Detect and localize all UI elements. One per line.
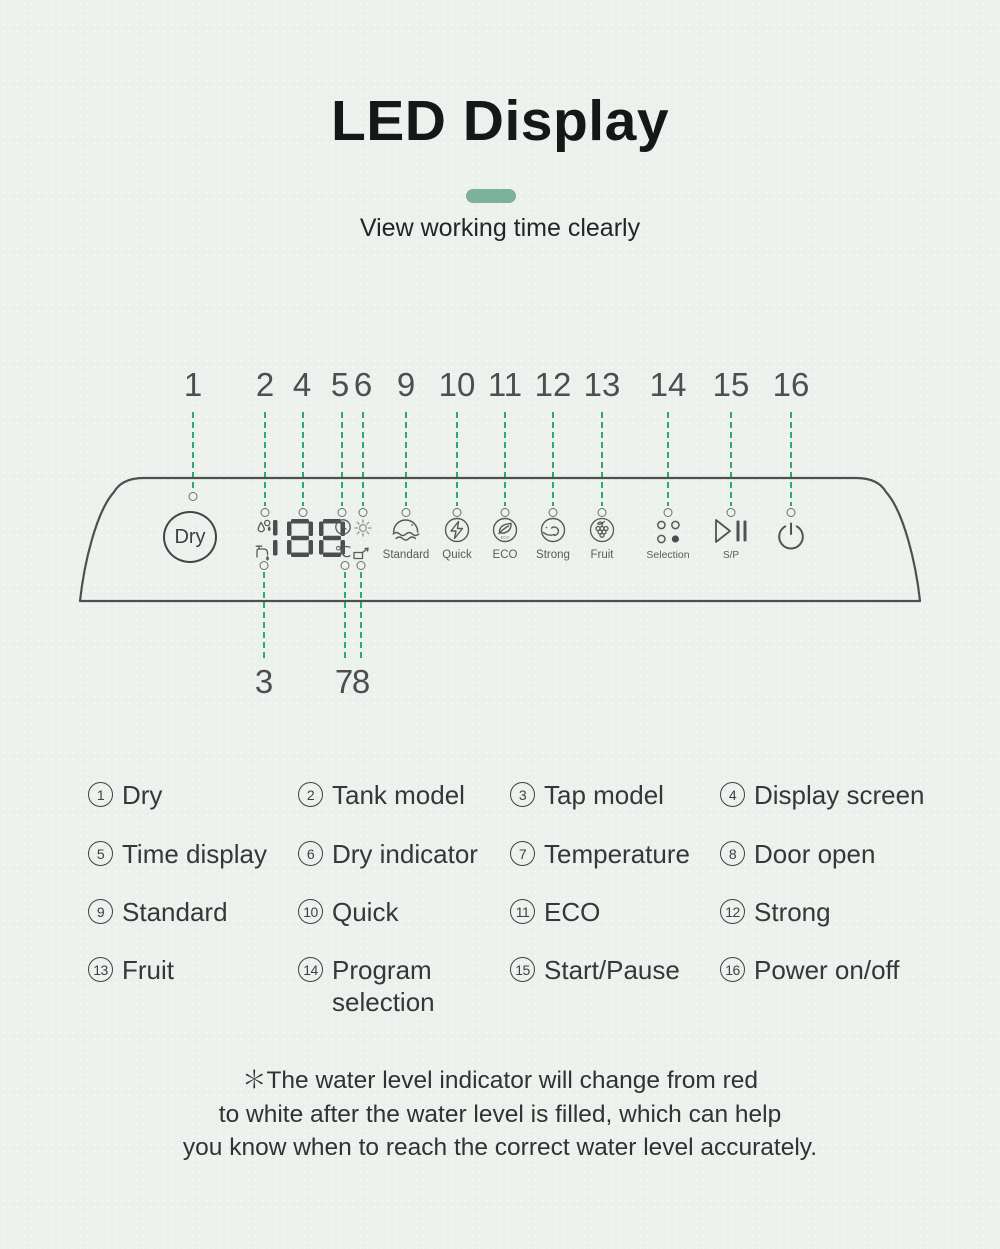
callout-number: 6 bbox=[353, 366, 373, 403]
footnote-line: ＊The water level indicator will change from red bbox=[241, 1067, 759, 1094]
standard-wave-icon bbox=[389, 514, 423, 548]
title-accent-divider bbox=[466, 189, 516, 203]
start-pause-button[interactable] bbox=[711, 516, 751, 561]
legend-item: 2 Tank model bbox=[298, 779, 465, 811]
legend-item: 3 Tap model bbox=[510, 779, 664, 811]
callout-number: 7 bbox=[334, 663, 354, 700]
program-label: ECO bbox=[492, 549, 518, 561]
eco-leaf-icon bbox=[488, 514, 522, 548]
legend-item: 6 Dry indicator bbox=[298, 838, 478, 870]
start-pause-label: S/P bbox=[722, 550, 740, 561]
legend-item: 10 Quick bbox=[298, 896, 398, 928]
program-quick[interactable] bbox=[440, 514, 474, 561]
callout-number: 4 bbox=[292, 366, 312, 403]
callout-number: 3 bbox=[254, 663, 274, 700]
legend-item: 11 ECO bbox=[510, 896, 600, 928]
callout-number: 9 bbox=[396, 366, 416, 403]
legend-item: 14 Program selection bbox=[298, 954, 450, 1018]
legend-item: 1 Dry bbox=[88, 779, 162, 811]
strong-wave-icon bbox=[536, 514, 570, 548]
callout-number: 11 bbox=[487, 366, 523, 403]
legend-item: 12 Strong bbox=[720, 896, 831, 928]
lightning-icon bbox=[440, 514, 474, 548]
callout-number: 14 bbox=[649, 366, 687, 403]
legend-item: 8 Door open bbox=[720, 838, 875, 870]
legend-item: 16 Power on/off bbox=[720, 954, 900, 986]
program-fruit[interactable] bbox=[585, 514, 619, 561]
footnote-line: to white after the water level is filled, which can help bbox=[218, 1100, 782, 1128]
callout-number: 5 bbox=[330, 366, 350, 403]
footnote-line: you know when to reach the correct water level accurately. bbox=[182, 1134, 818, 1161]
legend-item: 15 Start/Pause bbox=[510, 954, 680, 986]
program-label: Quick bbox=[442, 549, 472, 561]
callout-number: 10 bbox=[438, 366, 476, 403]
page-title: LED Display bbox=[330, 89, 670, 153]
program-eco[interactable] bbox=[488, 514, 522, 561]
dry-indicator-sun-icon bbox=[351, 515, 375, 539]
door-open-icon bbox=[349, 540, 373, 564]
temperature-unit-label: ℃ bbox=[334, 544, 352, 561]
selection-label: Selection bbox=[646, 549, 690, 561]
selection-button[interactable] bbox=[646, 514, 689, 561]
callout-number: 8 bbox=[351, 663, 371, 700]
legend-item: 9 Standard bbox=[88, 896, 228, 928]
callout-number: 1 bbox=[183, 366, 203, 403]
program-strong[interactable] bbox=[536, 514, 570, 561]
program-label: Fruit bbox=[590, 549, 614, 561]
program-standard[interactable] bbox=[383, 514, 430, 561]
power-icon bbox=[774, 520, 808, 554]
callout-number: 2 bbox=[255, 366, 275, 403]
legend-item: 4 Display screen bbox=[720, 779, 925, 811]
power-button[interactable] bbox=[774, 520, 808, 554]
program-label: Standard bbox=[382, 549, 430, 561]
program-label: Strong bbox=[536, 549, 570, 561]
callout-number: 13 bbox=[583, 366, 621, 403]
legend-item: 7 Temperature bbox=[510, 838, 690, 870]
callout-number: 12 bbox=[534, 366, 572, 403]
dry-button[interactable]: Dry bbox=[163, 511, 217, 563]
callout-number: 16 bbox=[772, 366, 810, 403]
svg-text:ECO: ECO bbox=[500, 535, 510, 540]
grapes-icon bbox=[585, 514, 619, 548]
selection-dots-icon bbox=[651, 514, 685, 548]
callout-number: 15 bbox=[712, 366, 750, 403]
legend-item: 13 Fruit bbox=[88, 954, 174, 986]
footnote bbox=[0, 1064, 1000, 1165]
legend-item: 5 Time display bbox=[88, 838, 267, 870]
page-subtitle: View working time clearly bbox=[359, 214, 641, 242]
play-pause-icon bbox=[711, 516, 751, 546]
